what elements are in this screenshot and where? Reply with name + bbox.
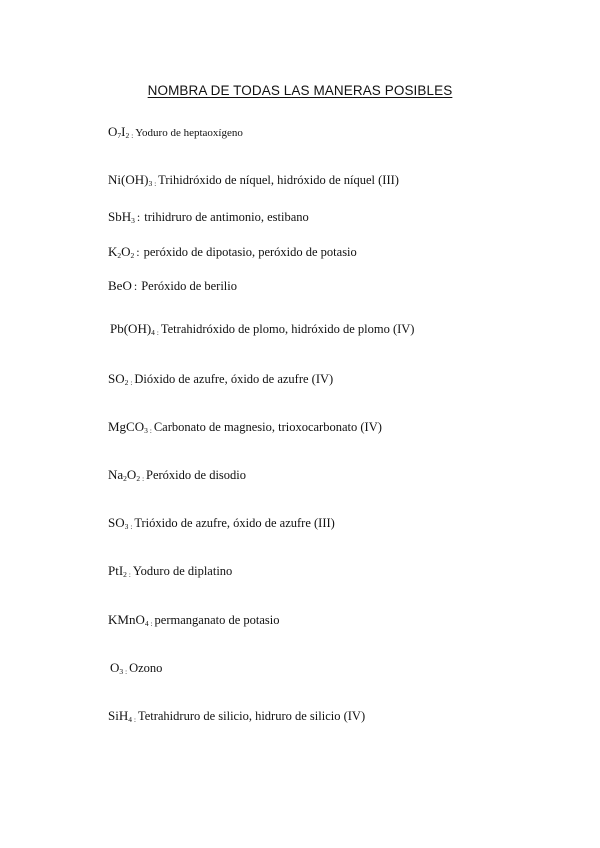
compound-name: Yoduro de diplatino: [132, 564, 233, 578]
formula-subscript: 4: [151, 328, 155, 337]
separator-colon: :: [149, 427, 152, 435]
compound-name: trihidruro de antimonio, estibano: [144, 210, 309, 224]
formula-subscript: 3: [131, 216, 135, 225]
chemical-formula: [108, 708, 132, 723]
formula-subscript: 2: [117, 251, 122, 260]
formula-element: MgCO: [108, 419, 145, 434]
formula-entry: [108, 612, 280, 632]
formula-subscript: 3: [144, 426, 148, 435]
formula-entry: [108, 244, 357, 260]
formula-entry: [108, 124, 243, 144]
formula-entry: [108, 515, 335, 535]
separator-colon: :: [133, 716, 136, 724]
compound-name: Carbonato de magnesio, trioxocarbonato (IV): [153, 420, 382, 434]
formula-subscript: 2: [125, 131, 130, 140]
separator-colon: :: [150, 620, 153, 628]
compound-name: Ozono: [129, 661, 163, 675]
formula-element: SbH: [108, 209, 132, 224]
formula-element: Ni(OH): [108, 172, 149, 187]
formula-subscript: 2: [123, 570, 127, 579]
formula-subscript: 2: [136, 474, 141, 483]
formula-element: SO: [108, 515, 125, 530]
formula-subscript: 4: [144, 619, 149, 628]
formula-element: O: [110, 660, 120, 675]
formula-subscript: 4: [128, 715, 132, 724]
compound-name: Trióxido de azufre, óxido de azufre (III): [134, 516, 335, 530]
compound-name: Peróxido de berilio: [141, 279, 238, 293]
chemical-formula: [108, 244, 134, 259]
chemical-formula: [108, 419, 148, 434]
chemical-formula: [110, 660, 123, 675]
formula-entry: [108, 209, 309, 225]
chemical-formula: [110, 321, 155, 336]
page-title-text: NOMBRA DE TODAS LAS MANERAS POSIBLES: [147, 83, 453, 98]
formula-element: BeO: [108, 278, 132, 293]
formula-entry: [108, 419, 382, 439]
compound-name: Peróxido de disodio: [146, 468, 247, 482]
separator-colon: :: [156, 329, 159, 337]
separator-colon: :: [130, 523, 133, 531]
formula-entry: [108, 708, 365, 728]
formula-element: PtI: [108, 563, 124, 578]
separator-colon: :: [125, 668, 128, 676]
formula-entry: [108, 278, 237, 294]
chemical-formula: [108, 209, 135, 224]
separator-colon: :: [128, 571, 131, 579]
compound-name: Yoduro de heptaoxígeno: [135, 127, 243, 139]
formula-element: O: [108, 124, 118, 139]
formula-subscript: 2: [124, 378, 129, 387]
formula-entry: [108, 563, 232, 583]
separator-colon: :: [131, 132, 134, 140]
formula-element: Na: [108, 467, 124, 482]
formula-element: O: [126, 467, 137, 482]
chemical-formula: [108, 467, 140, 482]
page-title: [0, 83, 600, 98]
formula-entry: [108, 172, 399, 192]
compound-name: Tetrahidróxido de plomo, hidróxido de plomo (IV): [160, 322, 415, 336]
formula-subscript: 3: [124, 522, 129, 531]
formula-subscript: 2: [130, 251, 135, 260]
chemical-formula: [108, 124, 129, 139]
chemical-formula: [108, 172, 152, 187]
separator-colon: :: [142, 475, 145, 483]
chemical-formula: [108, 515, 128, 530]
formula-element: K: [108, 244, 118, 259]
formula-element: O: [121, 244, 131, 259]
formula-subscript: 3: [119, 667, 124, 676]
separator-colon: :: [154, 180, 157, 188]
formula-element: SiH: [108, 708, 129, 723]
formula-element: KMnO: [108, 612, 145, 627]
separator-colon: :: [136, 210, 141, 224]
formula-subscript: 3: [148, 179, 153, 188]
compound-name: Tetrahidruro de silicio, hidruro de silicio (IV): [137, 709, 366, 723]
separator-colon: :: [133, 279, 138, 293]
separator-colon: :: [136, 245, 140, 259]
compound-name: peróxido de dipotasio, peróxido de potasio: [143, 245, 357, 259]
compound-name: Trihidróxido de níquel, hidróxido de níquel (III): [158, 173, 399, 187]
chemical-formula: [108, 612, 149, 627]
formula-subscript: 2: [123, 474, 127, 483]
compound-name: permanganato de potasio: [154, 613, 280, 627]
formula-element: I: [121, 124, 126, 139]
formula-element: Pb(OH): [110, 321, 152, 336]
chemical-formula: [108, 371, 128, 386]
formula-entry: [108, 467, 246, 487]
formula-subscript: 7: [117, 131, 122, 140]
formula-entry: [110, 321, 414, 341]
formula-entry: [108, 371, 333, 391]
separator-colon: :: [130, 379, 133, 387]
formula-element: SO: [108, 371, 125, 386]
chemical-formula: [108, 563, 127, 578]
formula-entry: [110, 660, 162, 680]
compound-name: Dióxido de azufre, óxido de azufre (IV): [134, 372, 334, 386]
chemical-formula: [108, 278, 132, 293]
